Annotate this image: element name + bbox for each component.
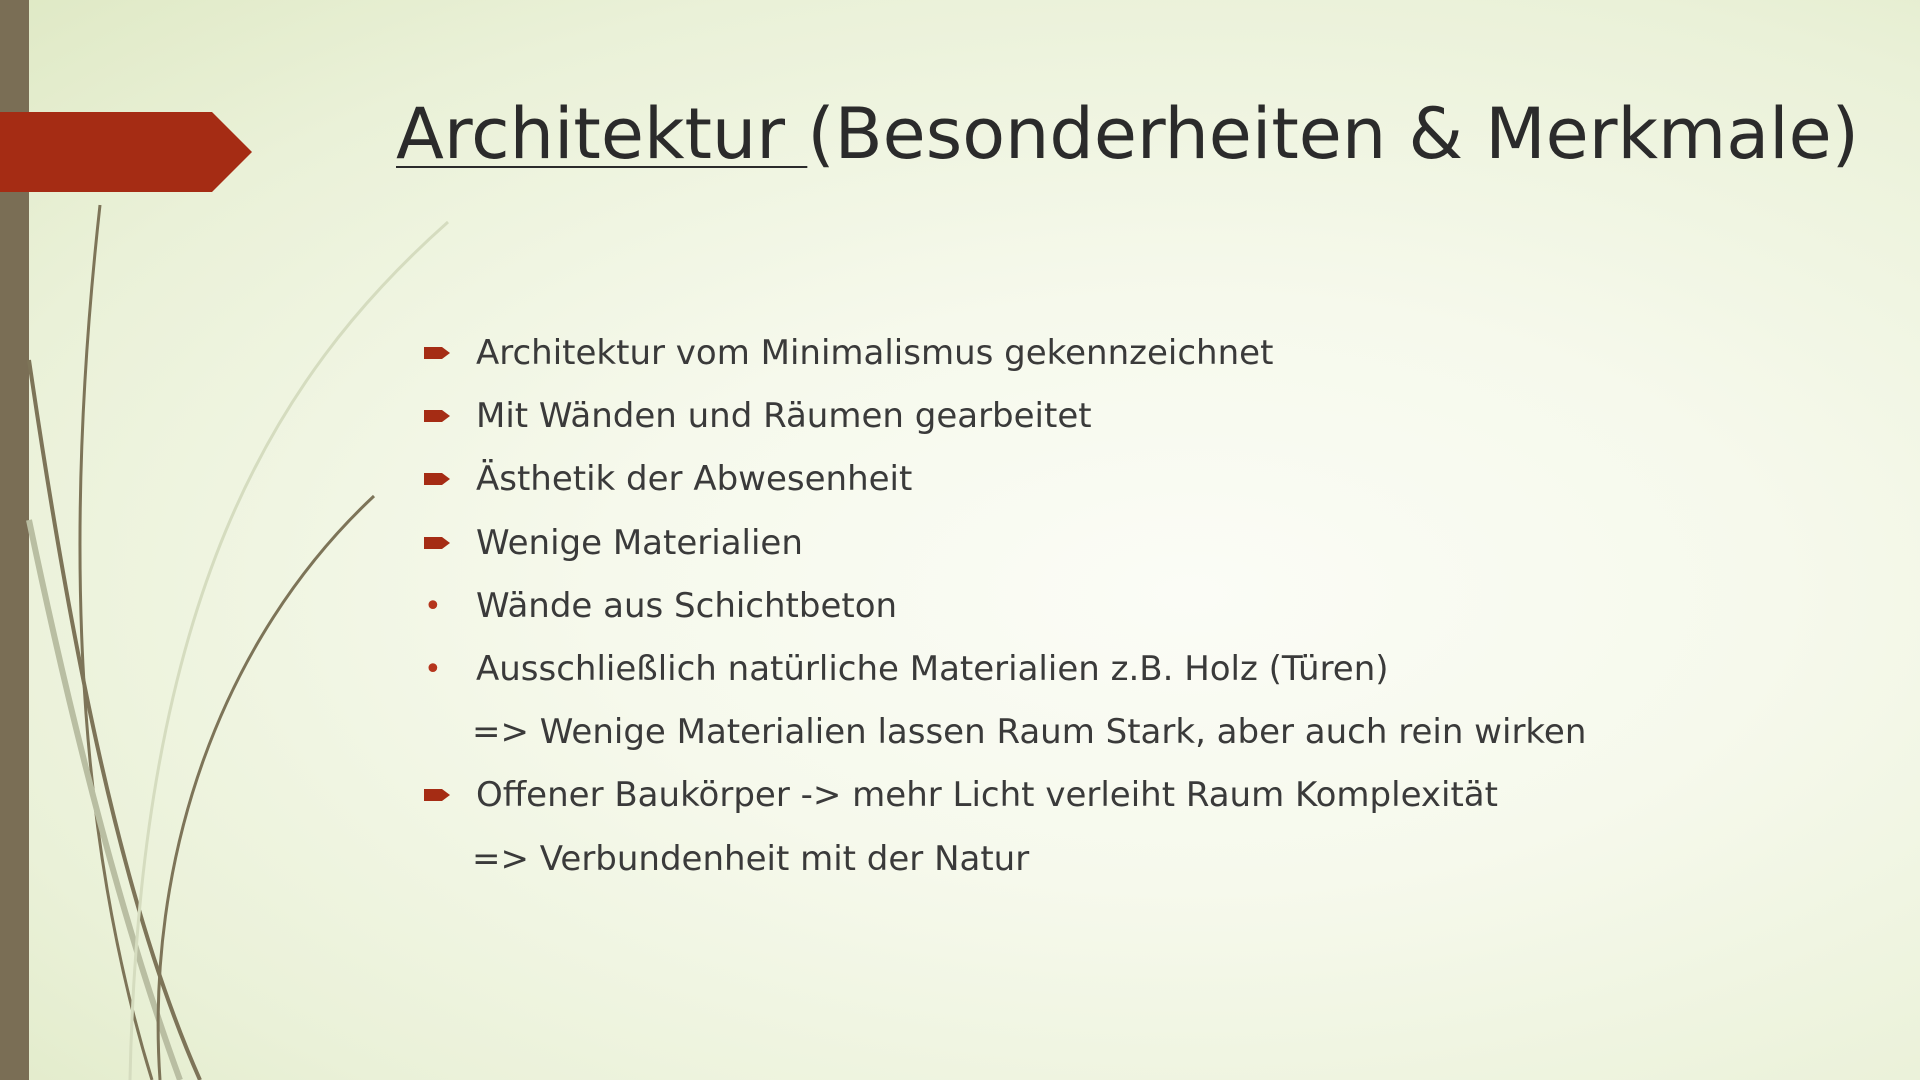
bullet-text: Ästhetik der Abwesenheit — [476, 459, 913, 500]
dot-bullet-icon: • — [424, 651, 442, 687]
list-item — [420, 448, 1880, 511]
red-arrow-banner — [0, 0, 260, 200]
list-item — [420, 764, 1880, 827]
title-rest-text: (Besonderheiten & Merkmale) — [807, 93, 1859, 175]
bullet-list — [420, 322, 1880, 891]
bullet-text: Wenige Materialien — [476, 522, 803, 563]
list-item — [420, 828, 1880, 891]
list-item — [420, 638, 1880, 701]
bullet-text: Wände aus Schichtbeton — [476, 585, 898, 626]
list-item — [420, 512, 1880, 575]
arrow-bullet-icon — [424, 408, 451, 424]
list-item — [420, 575, 1880, 638]
arrow-bullet-icon — [424, 535, 451, 551]
arrow-bullet-icon — [424, 787, 451, 803]
arrow-bullet-icon — [424, 345, 451, 361]
bullet-text: => Verbundenheit mit der Natur — [472, 838, 1030, 879]
page-title — [396, 92, 1896, 176]
list-item — [420, 322, 1880, 385]
title-underlined-text: Architektur — [396, 93, 808, 175]
dot-bullet-icon: • — [424, 588, 442, 624]
bullet-text: Offener Baukörper -> mehr Licht verleiht Raum Komplexität — [476, 775, 1498, 816]
arrow-bullet-icon — [424, 471, 451, 487]
list-item — [420, 385, 1880, 448]
bullet-text: Architektur vom Minimalismus gekennzeichnet — [476, 333, 1274, 373]
bullet-text: Mit Wänden und Räumen gearbeitet — [476, 396, 1092, 437]
bullet-text: => Wenige Materialien lassen Raum Stark, aber auch rein wirken — [472, 712, 1587, 753]
list-item — [420, 701, 1880, 764]
bullet-text: Ausschließlich natürliche Materialien z.B. Holz (Türen) — [476, 648, 1389, 689]
